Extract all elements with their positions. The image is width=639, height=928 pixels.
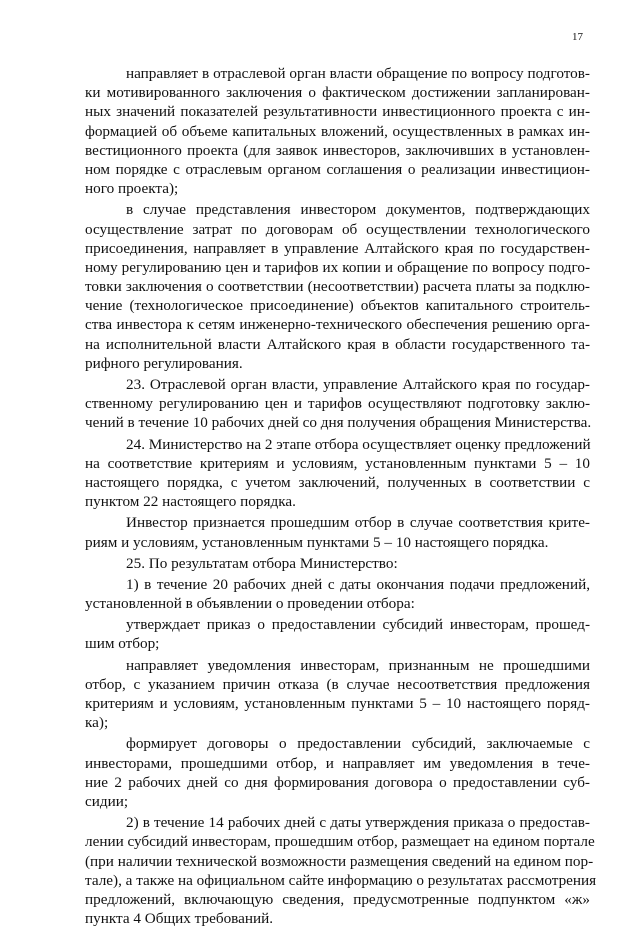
text-line: ных значений показателей результативности инвестиционного проекта с ин- <box>85 103 590 121</box>
text-line: настоящего порядка, с учетом заключений, полученных в соответствии с <box>85 473 590 491</box>
text-line: ственному регулированию цен и тарифов осуществляют подготовку заклю- <box>85 395 590 413</box>
text-line: установленной в объявлении о проведении отбора: <box>85 595 415 613</box>
text-line: (при наличии технической возможности размещения сведений на едином пор- <box>85 852 594 870</box>
text-line: тале), а также на официальном сайте информацию о результатах рассмотрения <box>85 871 597 889</box>
text-line: рифного регулирования. <box>85 354 243 372</box>
text-line: риям и условиям, установленным пунктами 5 – 10 настоящего порядка. <box>85 533 549 551</box>
text-line: инвесторами, прошедшими отбор, и направляет им уведомления в тече- <box>85 754 590 772</box>
text-line: присоединения, направляет в управление Алтайского края по государствен- <box>85 239 590 257</box>
text-line: направляет в отраслевой орган власти обращение по вопросу подготов- <box>126 65 590 82</box>
text-line: шим отбор; <box>85 635 160 653</box>
text-line: ка); <box>85 714 109 732</box>
text-line: ки мотивированного заключения о фактическом достижении запланирован- <box>85 84 590 102</box>
text-line: предложений, включающую сведения, предусмотренные подпунктом «ж» <box>85 890 590 908</box>
text-line: ном порядке с отраслевым органом соглашения о реализации инвестицион- <box>85 160 590 178</box>
paragraph <box>85 734 590 811</box>
text-line: критериям и условиям, установленным пунктами 5 – 10 настоящего поряд- <box>85 695 590 712</box>
text-line: 23. Отраслевой орган власти, управление Алтайского края по государ- <box>126 376 590 393</box>
text-line: 24. Министерство на 2 этапе отбора осуществляет оценку предложений <box>126 435 591 453</box>
paragraph <box>85 435 590 512</box>
text-line: вестиционного проекта (для заявок инвесторов, заключивших в установлен- <box>85 141 590 159</box>
text-line: 1) в течение 20 рабочих дней с даты окончания подачи предложений, <box>126 575 590 593</box>
text-line: товки заключения о соответствии (несоответствии) расчета платы за подклю- <box>85 278 590 296</box>
document-body <box>85 64 597 928</box>
text-line: ного проекта); <box>85 180 179 198</box>
text-line: в случае представления инвестором документов, подтверждающих <box>126 201 590 219</box>
paragraph <box>85 615 590 653</box>
paragraph <box>85 554 590 573</box>
text-line: осуществление затрат по договорам об осуществлении технологического <box>85 220 590 238</box>
text-line: формацией об объеме капитальных вложений, осуществленных в рамках ин- <box>85 122 590 140</box>
paragraph <box>85 64 590 198</box>
text-line: Инвестор признается прошедшим отбор в случае соответствия крите- <box>126 514 590 532</box>
text-line: сидии; <box>85 792 129 810</box>
page-number: 17 <box>572 31 583 43</box>
paragraph <box>85 513 590 551</box>
text-line: чений в течение 10 рабочих дней со дня получения обращения Министерства. <box>85 414 592 432</box>
text-line: формирует договоры о предоставлении субсидий, заключаемые с <box>126 735 590 753</box>
text-line: пунктом 22 настоящего порядка. <box>85 493 296 511</box>
text-line: 2) в течение 14 рабочих дней с даты утверждения приказа о предостав- <box>126 814 590 832</box>
text-line: пункта 4 Общих требований. <box>85 910 274 928</box>
text-line: чение (технологическое присоединение) объектов капитального строитель- <box>85 297 590 315</box>
paragraph <box>85 200 590 373</box>
text-line: на соответствие критериям и условиям, установленным пунктами 5 – 10 <box>85 454 590 472</box>
paragraph <box>85 813 597 928</box>
paragraph <box>85 375 590 433</box>
text-line: отбор, с указанием причин отказа (в случае несоответствия предложения <box>85 675 590 693</box>
text-line: на исполнительной власти Алтайского края в области государственного та- <box>85 335 590 353</box>
text-line: направляет уведомления инвесторам, признанным не прошедшими <box>126 656 590 674</box>
text-line: ства инвестора к сетям инженерно-технического обеспечения решению орга- <box>85 316 590 334</box>
paragraph <box>85 575 590 613</box>
text-line: ние 2 рабочих дней со дня формирования договора о предоставлении суб- <box>85 773 590 791</box>
paragraph <box>85 656 590 733</box>
text-line: 25. По результатам отбора Министерство: <box>126 554 398 572</box>
text-line: ному регулированию цен и тарифов их копии и обращение по вопросу подго- <box>85 258 590 276</box>
text-line: лении субсидий инвесторам, прошедшим отбор, размещает на едином портале <box>85 833 595 851</box>
text-line: утверждает приказ о предоставлении субсидий инвесторам, прошед- <box>126 616 590 634</box>
